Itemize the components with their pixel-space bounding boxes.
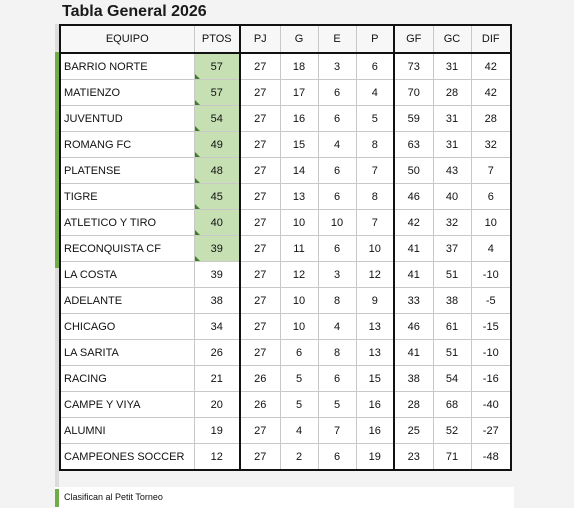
cell-pj: 27	[240, 340, 280, 366]
cell-team: RECONQUISTA CF	[60, 236, 194, 262]
cell-gf: 50	[394, 158, 433, 184]
cell-gc: 31	[433, 106, 471, 132]
cell-pj: 27	[240, 418, 280, 444]
cell-pts	[194, 184, 240, 210]
table-row	[60, 340, 511, 366]
cell-dif: 4	[471, 236, 511, 262]
cell-g: 12	[280, 262, 318, 288]
cell-pts-value: 45	[210, 190, 223, 203]
cell-pts	[194, 80, 240, 106]
cell-pts: 34	[194, 314, 240, 340]
cell-team: CAMPEONES SOCCER	[60, 444, 194, 471]
cell-team: JUVENTUD	[60, 106, 194, 132]
cell-e: 10	[318, 210, 356, 236]
cell-e: 6	[318, 184, 356, 210]
cell-gf: 41	[394, 340, 433, 366]
cell-e: 6	[318, 444, 356, 471]
cell-comment-marker	[195, 126, 200, 131]
cell-comment-marker	[195, 74, 200, 79]
cell-team: PLATENSE	[60, 158, 194, 184]
cell-e: 8	[318, 288, 356, 314]
cell-pts-value: 54	[210, 112, 223, 125]
table-row	[60, 444, 511, 471]
cell-team: CHICAGO	[60, 314, 194, 340]
cell-g: 11	[280, 236, 318, 262]
cell-gc: 51	[433, 340, 471, 366]
cell-pts-value: 48	[210, 164, 223, 177]
cell-team: ATLETICO Y TIRO	[60, 210, 194, 236]
cell-p: 9	[356, 288, 394, 314]
cell-gc: 32	[433, 210, 471, 236]
cell-g: 13	[280, 184, 318, 210]
table-row	[60, 132, 511, 158]
cell-pts	[194, 106, 240, 132]
table-row	[60, 106, 511, 132]
cell-gc: 71	[433, 444, 471, 471]
table-row	[60, 288, 511, 314]
cell-pts: 19	[194, 418, 240, 444]
cell-comment-marker	[195, 152, 200, 157]
cell-pts: 39	[194, 262, 240, 288]
cell-team: BARRIO NORTE	[60, 53, 194, 80]
table-row	[60, 53, 511, 80]
table-row	[60, 262, 511, 288]
cell-pj: 26	[240, 392, 280, 418]
cell-e: 6	[318, 106, 356, 132]
cell-pj: 27	[240, 132, 280, 158]
cell-dif: 42	[471, 53, 511, 80]
cell-pj: 27	[240, 236, 280, 262]
cell-pts-value: 57	[210, 86, 223, 99]
cell-e: 6	[318, 158, 356, 184]
cell-dif: -48	[471, 444, 511, 471]
cell-e: 3	[318, 262, 356, 288]
cell-comment-marker	[195, 204, 200, 209]
cell-pts	[194, 210, 240, 236]
cell-dif: 6	[471, 184, 511, 210]
cell-team: ADELANTE	[60, 288, 194, 314]
header-equipo: EQUIPO	[60, 25, 194, 53]
header-gf: GF	[394, 25, 433, 53]
cell-e: 4	[318, 132, 356, 158]
table-row	[60, 158, 511, 184]
cell-gf: 46	[394, 184, 433, 210]
header-pj: PJ	[240, 25, 280, 53]
table-row	[60, 80, 511, 106]
cell-pts: 26	[194, 340, 240, 366]
cell-p: 8	[356, 184, 394, 210]
cell-pts: 12	[194, 444, 240, 471]
cell-gf: 33	[394, 288, 433, 314]
cell-e: 4	[318, 314, 356, 340]
cell-gc: 51	[433, 262, 471, 288]
cell-dif: 7	[471, 158, 511, 184]
cell-e: 6	[318, 366, 356, 392]
cell-g: 10	[280, 288, 318, 314]
cell-pj: 27	[240, 444, 280, 471]
table-row	[60, 418, 511, 444]
cell-g: 6	[280, 340, 318, 366]
cell-team: TIGRE	[60, 184, 194, 210]
cell-p: 12	[356, 262, 394, 288]
header-row	[60, 25, 511, 53]
cell-gf: 63	[394, 132, 433, 158]
cell-e: 5	[318, 392, 356, 418]
cell-pts: 21	[194, 366, 240, 392]
cell-team: ALUMNI	[60, 418, 194, 444]
cell-g: 5	[280, 392, 318, 418]
legend-color-marker	[55, 489, 59, 507]
cell-gc: 38	[433, 288, 471, 314]
cell-p: 7	[356, 210, 394, 236]
cell-g: 15	[280, 132, 318, 158]
cell-p: 7	[356, 158, 394, 184]
cell-g: 18	[280, 53, 318, 80]
cell-gf: 23	[394, 444, 433, 471]
cell-gc: 61	[433, 314, 471, 340]
cell-e: 6	[318, 236, 356, 262]
cell-g: 10	[280, 314, 318, 340]
cell-dif: -15	[471, 314, 511, 340]
cell-gc: 31	[433, 53, 471, 80]
cell-p: 16	[356, 418, 394, 444]
cell-pts-value: 40	[210, 216, 223, 229]
cell-g: 4	[280, 418, 318, 444]
cell-e: 7	[318, 418, 356, 444]
header-g: G	[280, 25, 318, 53]
cell-team: RACING	[60, 366, 194, 392]
cell-gc: 40	[433, 184, 471, 210]
cell-team: MATIENZO	[60, 80, 194, 106]
cell-pj: 27	[240, 53, 280, 80]
cell-p: 8	[356, 132, 394, 158]
cell-dif: -27	[471, 418, 511, 444]
standings-table	[59, 24, 512, 471]
cell-p: 15	[356, 366, 394, 392]
cell-pj: 27	[240, 210, 280, 236]
cell-gc: 52	[433, 418, 471, 444]
cell-dif: 10	[471, 210, 511, 236]
legend-text: Clasifican al Petit Torneo	[64, 492, 163, 502]
cell-p: 19	[356, 444, 394, 471]
cell-pts	[194, 132, 240, 158]
cell-gf: 41	[394, 262, 433, 288]
cell-comment-marker	[195, 178, 200, 183]
cell-pts: 38	[194, 288, 240, 314]
cell-comment-marker	[195, 230, 200, 235]
cell-pj: 27	[240, 80, 280, 106]
cell-e: 8	[318, 340, 356, 366]
cell-g: 10	[280, 210, 318, 236]
cell-e: 6	[318, 80, 356, 106]
cell-pj: 27	[240, 314, 280, 340]
cell-p: 13	[356, 314, 394, 340]
cell-gf: 38	[394, 366, 433, 392]
cell-pj: 27	[240, 184, 280, 210]
cell-pj: 27	[240, 288, 280, 314]
cell-dif: -40	[471, 392, 511, 418]
cell-gf: 59	[394, 106, 433, 132]
table-row	[60, 184, 511, 210]
table-row	[60, 392, 511, 418]
cell-g: 16	[280, 106, 318, 132]
cell-team: CAMPE Y VIYA	[60, 392, 194, 418]
cell-dif: 42	[471, 80, 511, 106]
cell-gc: 37	[433, 236, 471, 262]
cell-team: LA COSTA	[60, 262, 194, 288]
header-e: E	[318, 25, 356, 53]
cell-comment-marker	[195, 256, 200, 261]
cell-g: 2	[280, 444, 318, 471]
cell-pts-value: 39	[210, 242, 223, 255]
cell-pts	[194, 53, 240, 80]
cell-gc: 43	[433, 158, 471, 184]
cell-gc: 68	[433, 392, 471, 418]
cell-gc: 28	[433, 80, 471, 106]
table-row	[60, 210, 511, 236]
cell-gf: 25	[394, 418, 433, 444]
table-row	[60, 314, 511, 340]
cell-e: 3	[318, 53, 356, 80]
cell-pts-value: 57	[210, 60, 223, 73]
cell-dif: -5	[471, 288, 511, 314]
cell-g: 5	[280, 366, 318, 392]
cell-pts	[194, 236, 240, 262]
cell-pts-value: 49	[210, 138, 223, 151]
cell-p: 4	[356, 80, 394, 106]
cell-pj: 26	[240, 366, 280, 392]
cell-pts	[194, 158, 240, 184]
cell-g: 17	[280, 80, 318, 106]
header-p: P	[356, 25, 394, 53]
legend	[55, 487, 514, 508]
cell-p: 13	[356, 340, 394, 366]
table-title: Tabla General 2026	[62, 3, 207, 20]
cell-comment-marker	[195, 100, 200, 105]
cell-p: 5	[356, 106, 394, 132]
cell-gc: 31	[433, 132, 471, 158]
cell-p: 16	[356, 392, 394, 418]
table-row	[60, 366, 511, 392]
header-ptos: PTOS	[194, 25, 240, 53]
cell-pj: 27	[240, 262, 280, 288]
cell-pj: 27	[240, 158, 280, 184]
cell-gf: 70	[394, 80, 433, 106]
cell-gf: 42	[394, 210, 433, 236]
header-dif: DIF	[471, 25, 511, 53]
cell-gf: 28	[394, 392, 433, 418]
cell-p: 6	[356, 53, 394, 80]
cell-pj: 27	[240, 106, 280, 132]
cell-team: ROMANG FC	[60, 132, 194, 158]
cell-gf: 46	[394, 314, 433, 340]
cell-g: 14	[280, 158, 318, 184]
cell-team: LA SARITA	[60, 340, 194, 366]
cell-gf: 73	[394, 53, 433, 80]
cell-dif: -10	[471, 340, 511, 366]
cell-p: 10	[356, 236, 394, 262]
cell-gf: 41	[394, 236, 433, 262]
cell-pts: 20	[194, 392, 240, 418]
cell-gc: 54	[433, 366, 471, 392]
cell-dif: 28	[471, 106, 511, 132]
cell-dif: -10	[471, 262, 511, 288]
header-gc: GC	[433, 25, 471, 53]
cell-dif: -16	[471, 366, 511, 392]
cell-dif: 32	[471, 132, 511, 158]
table-row	[60, 236, 511, 262]
